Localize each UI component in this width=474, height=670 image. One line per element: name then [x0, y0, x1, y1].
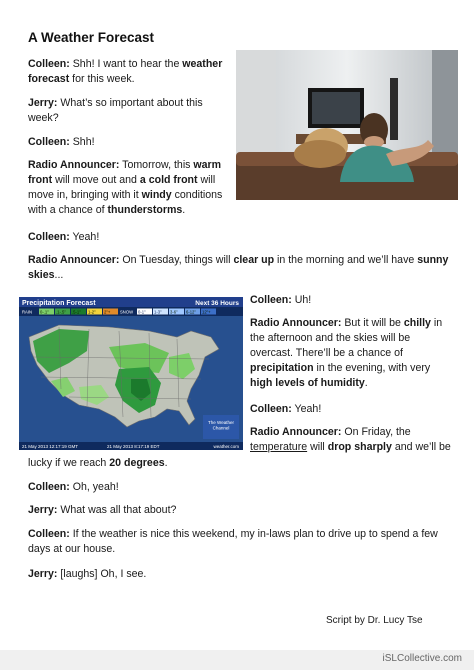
bold-term: 20 degrees — [109, 457, 165, 469]
text-span: If the weather is nice this weekend, my in-laws plan to drive up to spend a few days at our house. — [28, 528, 438, 555]
legend-label: 3-6" — [170, 309, 178, 315]
bold-term: drop sharply — [327, 441, 392, 453]
text-span: . — [182, 204, 186, 216]
text-span: But it will be — [341, 317, 404, 329]
bold-term: warm front — [28, 159, 222, 186]
map-title: Precipitation Forecast — [22, 300, 96, 307]
brand-watermark: iSLCollective.com — [382, 653, 462, 664]
bold-term: chilly — [403, 317, 431, 329]
text-span: in the evening, with very — [313, 362, 431, 374]
text-span: will move out and — [52, 174, 140, 186]
legend-label: 1-3" — [154, 309, 162, 315]
legend-label: 1-2" — [88, 309, 96, 315]
text-span: ... — [54, 269, 64, 281]
page-title: A Weather Forecast — [28, 30, 155, 45]
bold-term: Colleen: — [28, 481, 70, 493]
bold-term: Jerry: — [28, 504, 58, 516]
bold-term: Colleen: — [28, 231, 70, 243]
script-credit: Script by Dr. Lucy Tse — [326, 615, 423, 626]
map-footer-right: weather.com — [213, 444, 239, 449]
text-span: What was all that about? — [57, 504, 177, 516]
dialogue-line — [250, 293, 455, 308]
dialogue-line — [250, 402, 455, 417]
text-span: Oh, yeah! — [69, 481, 119, 493]
text-span: for this week. — [69, 73, 135, 85]
dialogue-line — [28, 253, 458, 283]
legend-label: RAIN — [22, 309, 33, 315]
dialogue-line — [28, 503, 458, 518]
text-span: Uh! — [291, 294, 312, 306]
legend-label: 2"+ — [104, 309, 111, 315]
bold-term: precipitation — [250, 362, 314, 374]
dialogue-line — [28, 567, 458, 582]
dialogue-line — [28, 96, 226, 126]
map-hours: Next 36 Hours — [195, 300, 239, 307]
map-badge: The Weather Channel — [208, 420, 234, 431]
bold-term: Radio Announcer: — [28, 254, 120, 266]
text-span: . — [164, 457, 168, 469]
text-span: [laughs] Oh, I see. — [57, 568, 147, 580]
legend-label: SNOW — [120, 309, 134, 315]
text-span: On Friday, the — [341, 426, 411, 438]
bold-term: Colleen: — [250, 403, 292, 415]
bold-term: Colleen: — [28, 136, 70, 148]
bold-term: thunderstorms — [107, 204, 183, 216]
footer-bar — [0, 650, 474, 670]
legend-label: 12"+ — [202, 309, 211, 315]
map-footer-mid: 21 May 2013 8:17:19 EDT — [107, 444, 160, 449]
text-span: in the morning and we’ll have — [274, 254, 418, 266]
bold-term: Jerry: — [28, 568, 58, 580]
map-footer-left: 21 May 2013 12:17:19 GMT — [22, 444, 79, 449]
text-span: will — [307, 441, 328, 453]
text-span: What’s so important about this week? — [28, 97, 203, 124]
text-span: Tomorrow, this — [119, 159, 194, 171]
bold-term: windy — [141, 189, 172, 201]
bold-term: Colleen: — [250, 294, 292, 306]
text-span: . — [364, 377, 368, 389]
dialogue-line-continued — [28, 456, 458, 471]
dialogue-line — [250, 316, 455, 391]
bold-term: clear up — [233, 254, 275, 266]
text-span: in the afternoon and the skies will be overcast. There’ll be a chance of — [250, 317, 443, 359]
bold-term: Colleen: — [28, 58, 70, 70]
legend-label: .1-.5" — [56, 309, 66, 315]
legend-label: 0-.1" — [40, 309, 49, 315]
text-span: Yeah! — [291, 403, 322, 415]
dialogue-line — [28, 158, 226, 218]
dialogue-line — [28, 57, 226, 87]
text-span: lucky if we reach — [28, 457, 110, 469]
bold-term: Colleen: — [28, 528, 70, 540]
bold-term: Jerry: — [28, 97, 58, 109]
bold-term: sunny skies — [28, 254, 449, 281]
legend-label: .5-1" — [72, 309, 81, 315]
text-span: On Tuesday, things will — [119, 254, 234, 266]
precipitation-forecast-map — [19, 297, 243, 450]
legend-label: 0-1" — [138, 309, 146, 315]
dialogue-line — [28, 135, 226, 150]
text-span: Shh! — [69, 136, 95, 148]
bold-term: a cold front — [139, 174, 198, 186]
text-span: will move in, bringing with it — [28, 174, 216, 201]
legend-label: 6-12" — [186, 309, 196, 315]
underlined-term: temperature — [250, 441, 308, 453]
dialogue-line — [28, 230, 226, 245]
dialogue-line — [250, 425, 460, 455]
dialogue-line — [28, 480, 458, 495]
couple-watching-tv-photo — [236, 50, 458, 200]
text-span: Yeah! — [69, 231, 100, 243]
text-span: Shh! I want to hear the — [69, 58, 183, 70]
bold-term: Radio Announcer: — [28, 159, 120, 171]
text-span: conditions with a chance of — [28, 189, 223, 216]
bold-term: Radio Announcer: — [250, 426, 342, 438]
dialogue-line — [28, 527, 438, 557]
bold-term: weather forecast — [28, 58, 223, 85]
text-span: and we’ll be — [391, 441, 451, 453]
bold-term: high levels of humidity — [250, 377, 365, 389]
bold-term: Radio Announcer: — [250, 317, 342, 329]
